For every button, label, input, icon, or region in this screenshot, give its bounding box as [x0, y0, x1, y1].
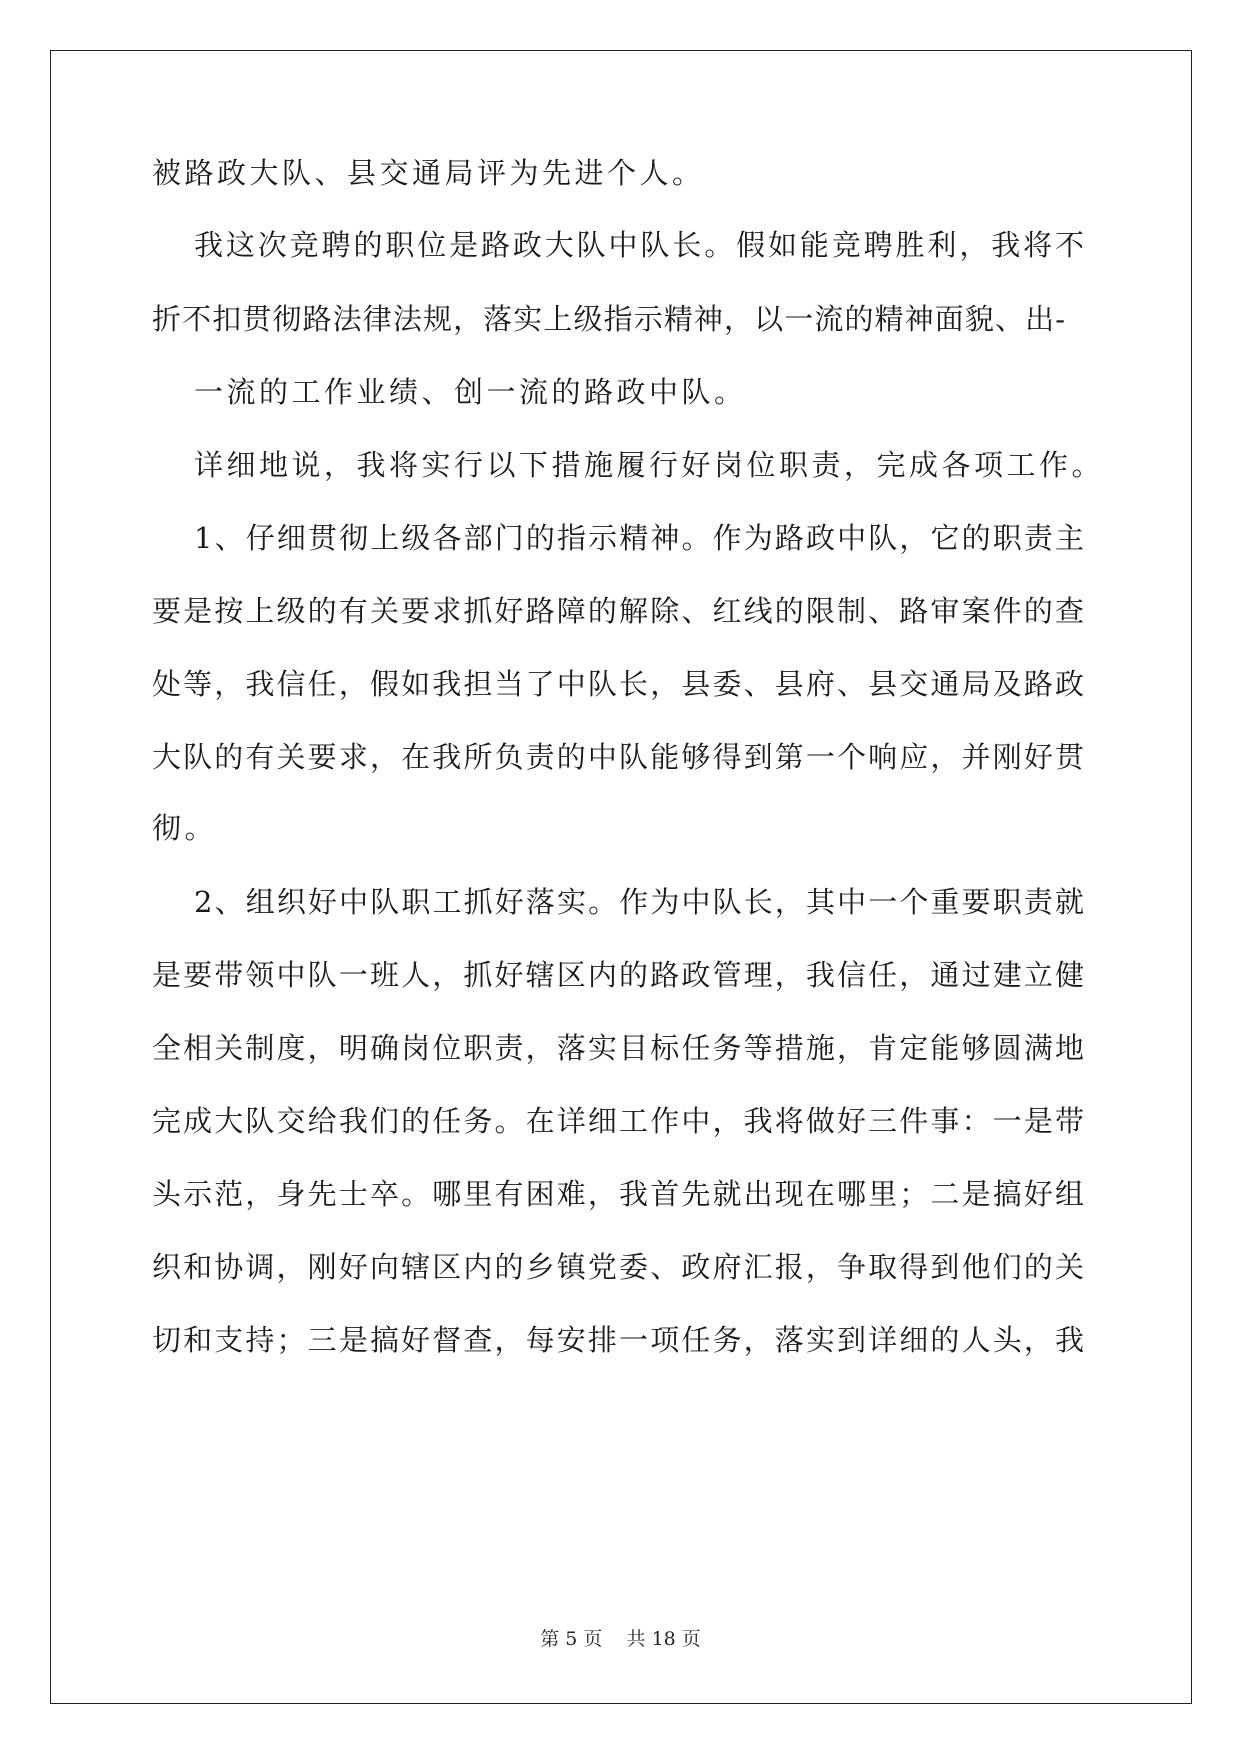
text-line: 要是按上级的有关要求抓好路障的解除、红线的限制、路审案件的查	[152, 594, 1084, 628]
text-line: 被路政大队、县交通局评为先进个人。	[152, 156, 705, 190]
page-number: 第 5 页	[540, 1628, 603, 1650]
page-border	[50, 50, 1192, 1704]
text-line: 完成大队交给我们的任务。在详细工作中，我将做好三件事：一是带	[152, 1104, 1084, 1138]
text-line: 彻。	[152, 811, 218, 845]
text-line: 一流的工作业绩、创一流的路政中队。	[194, 375, 747, 409]
page-total: 共 18 页	[626, 1628, 701, 1650]
text-line: 切和支持；三是搞好督查，每安排一项任务，落实到详细的人头，我	[152, 1323, 1084, 1357]
text-line: 头示范，身先士卒。哪里有困难，我首先就出现在哪里；二是搞好组	[152, 1177, 1084, 1211]
text-line: 全相关制度，明确岗位职责，落实目标任务等措施，肯定能够圆满地	[152, 1031, 1084, 1065]
text-line: 大队的有关要求，在我所负责的中队能够得到第一个响应，并刚好贯	[152, 740, 1084, 774]
text-line: 我这次竞聘的职位是路政大队中队长。假如能竞聘胜利，我将不	[194, 228, 1084, 262]
text-line: 1、仔细贯彻上级各部门的指示精神。作为路政中队，它的职责主	[194, 521, 1084, 555]
page-footer	[0, 1627, 1241, 1651]
text-line: 折不扣贯彻路法律法规，落实上级指示精神，以一流的精神面貌、出-	[152, 302, 1065, 336]
text-line: 织和协调，刚好向辖区内的乡镇党委、政府汇报，争取得到他们的关	[152, 1250, 1084, 1284]
text-line: 详细地说，我将实行以下措施履行好岗位职责，完成各项工作。	[194, 448, 1105, 482]
text-line: 是要带领中队一班人，抓好辖区内的路政管理，我信任，通过建立健	[152, 958, 1084, 992]
text-line: 2、组织好中队职工抓好落实。作为中队长，其中一个重要职责就	[194, 885, 1084, 919]
text-line: 处等，我信任，假如我担当了中队长，县委、县府、县交通局及路政	[152, 667, 1084, 701]
